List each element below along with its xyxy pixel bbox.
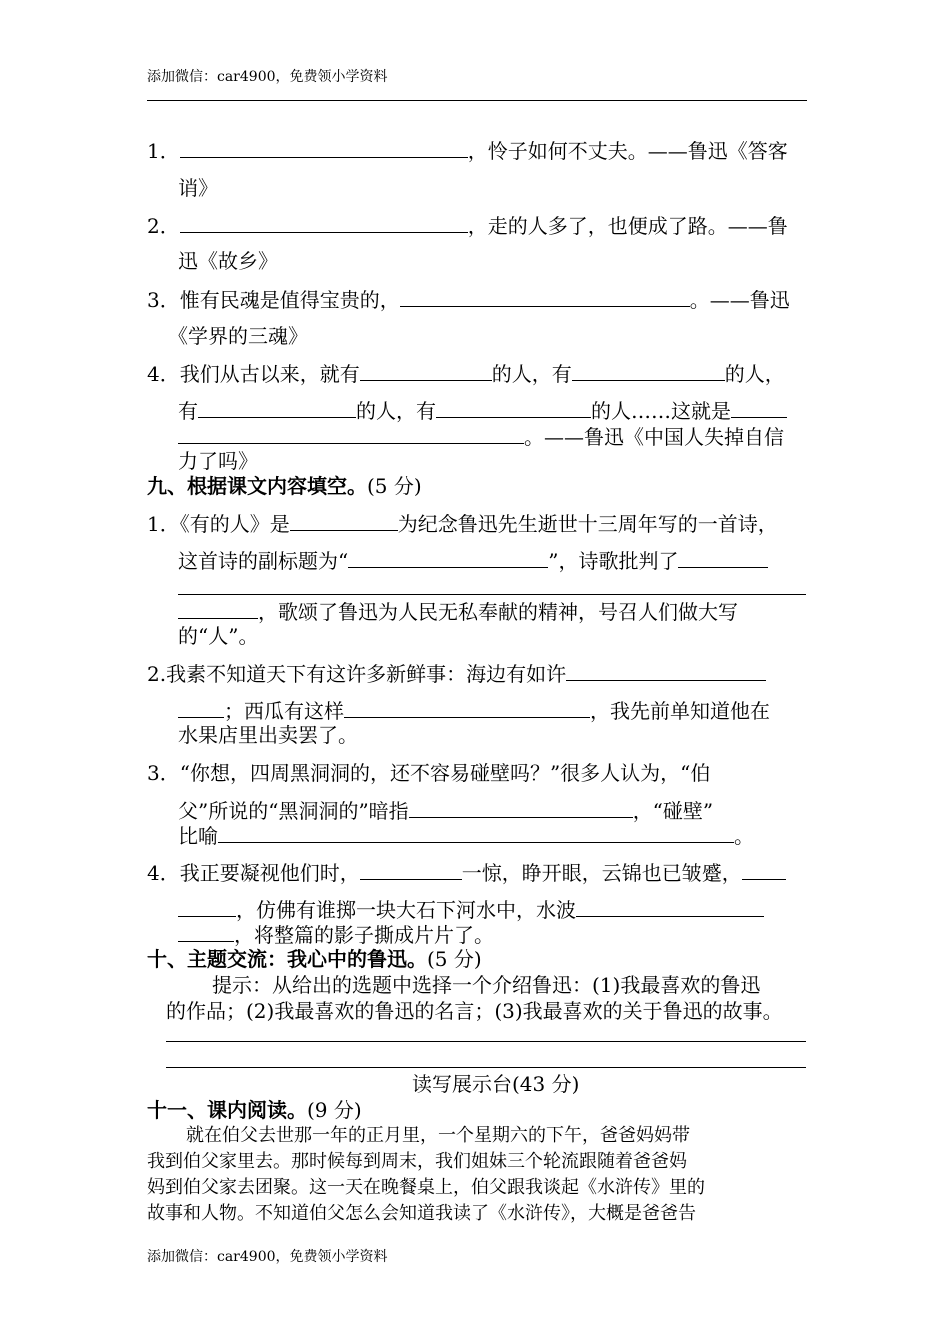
quote-4-text: 。——鲁迅《中国人失掉自信 (524, 425, 784, 449)
s9-q4-text: ，仿佛有谁掷一块大石下河水中，水波 (236, 898, 576, 922)
quote-4 (147, 360, 785, 387)
quote-4-blank-5[interactable] (731, 397, 787, 418)
quote-4-blank-3[interactable] (198, 397, 356, 418)
quote-4-blank-1[interactable] (360, 360, 492, 381)
s9-q1-blank-2[interactable] (348, 547, 548, 568)
s9-q4-blank-3-cont[interactable] (178, 921, 234, 942)
section-9-heading (147, 473, 422, 499)
section-10-heading (147, 946, 482, 972)
reading-line-1: 就在伯父去世那一年的正月里，一个星期六的下午，爸爸妈妈带 (186, 1125, 690, 1146)
quote-4-blank-2[interactable] (572, 360, 725, 381)
s9-q1-text: 《有的人》是 (179, 512, 290, 536)
s9-q2-text: 2.我素不知道天下有这许多新鲜事：海边有如许 (147, 662, 567, 686)
s9-q1-blank-1[interactable] (290, 510, 398, 531)
s9-q2-line-3: 水果店里出卖罢了。 (178, 723, 358, 747)
section-10-hint-2: 的作品；(2)我最喜欢的鲁迅的名言；(3)我最喜欢的关于鲁迅的故事。 (166, 999, 783, 1023)
section-10-hint-1: 提示：从给出的选题中选择一个介绍鲁迅：(1)我最喜欢的鲁迅 (212, 973, 761, 997)
quote-4-text: 有 (178, 399, 198, 423)
s9-q1-blank-3-line[interactable] (178, 594, 806, 595)
s9-q2-line-2 (178, 697, 770, 724)
quote-3-text-before: 惟有民魂是值得宝贵的， (179, 288, 400, 312)
s9-q4-line-1 (147, 859, 786, 886)
s9-q4-blank-2[interactable] (742, 859, 786, 880)
s9-q4-text: 我正要凝视他们时， (179, 861, 360, 885)
quote-3-cont: 《学界的三魂》 (168, 324, 308, 348)
s9-q2-blank-1-cont[interactable] (178, 697, 224, 718)
section-9-score: (5 分) (367, 474, 422, 498)
s9-q3-line-1 (147, 760, 710, 786)
s9-q4-line-2 (178, 896, 764, 923)
s9-q4-blank-3[interactable] (576, 896, 764, 917)
quote-4-text: 的人，有 (491, 362, 572, 386)
s9-q3-text: 。 (734, 824, 754, 848)
s9-q4-blank-1[interactable] (360, 859, 462, 880)
s9-q3-line-2 (178, 797, 713, 824)
section-11-heading (147, 1097, 362, 1123)
s9-q3-line-3 (178, 822, 754, 849)
s9-q4-text: 一惊，睁开眼，云锦也已皱蹙， (461, 861, 742, 885)
reading-line-3: 妈到伯父家去团聚。这一天在晚餐桌上，伯父跟我谈起《水浒传》里的 (147, 1177, 705, 1198)
quote-4-blank-4[interactable] (436, 397, 591, 418)
s9-q2-text: ；西瓜有这样 (224, 699, 344, 723)
quote-2 (147, 212, 788, 239)
quote-4-number: 4． (147, 362, 180, 386)
answer-line-1[interactable] (166, 1041, 806, 1042)
quote-4-line-2 (178, 397, 787, 424)
quote-4-text: 的人，有 (356, 399, 436, 423)
s9-q1-line-2 (178, 547, 768, 574)
s9-q1-text: 为纪念鲁迅先生逝世十三周年写的一首诗， (397, 512, 778, 536)
quote-2-text: ，走的人多了，也便成了路。——鲁 (467, 214, 788, 238)
s9-q1-blank-3[interactable] (678, 547, 768, 568)
quote-2-number: 2． (147, 214, 180, 238)
s9-q2-blank-1[interactable] (566, 660, 766, 681)
s9-q3-text: “你想，四周黑洞洞的，还不容易碰壁吗？”很多人认为，“伯 (179, 761, 711, 785)
quote-1-cont: 诮》 (178, 176, 218, 200)
quote-4-text: 我们从古以来，就有 (179, 362, 360, 386)
quote-1-number: 1． (147, 139, 180, 163)
quote-3-text-after: 。——鲁迅 (689, 288, 790, 312)
s9-q4-blank-2-cont[interactable] (178, 896, 236, 917)
s9-q3-text: 比喻 (178, 824, 218, 848)
quote-1-text: ，怜子如何不丈夫。——鲁迅《答客 (467, 139, 788, 163)
s9-q2-blank-2[interactable] (344, 697, 590, 718)
section-10-score: (5 分) (427, 947, 482, 971)
section-9-title: 九、根据课文内容填空。 (147, 474, 367, 498)
quote-3-number: 3． (147, 288, 180, 312)
quote-4-line-3 (178, 423, 784, 450)
page-header: 添加微信：car4900，免费领小学资料 (147, 69, 388, 85)
quote-4-blank-5-cont[interactable] (178, 423, 524, 444)
answer-line-2[interactable] (166, 1067, 806, 1068)
s9-q3-number: 3． (147, 761, 180, 785)
header-rule (147, 100, 807, 101)
quote-2-cont: 迅《故乡》 (178, 249, 278, 273)
s9-q3-text: 父”所说的“黑洞洞的”暗指 (178, 799, 409, 823)
page-footer: 添加微信：car4900，免费领小学资料 (147, 1249, 388, 1265)
section-10-title: 十、主题交流：我心中的鲁迅。 (147, 947, 427, 971)
s9-q2-text: ，我先前单知道他在 (590, 699, 770, 723)
section-11-title: 十一、课内阅读。 (147, 1098, 307, 1122)
reading-line-4: 故事和人物。不知道伯父怎么会知道我读了《水浒传》，大概是爸爸告 (147, 1203, 696, 1224)
part-title: 读写展示台(43 分) (412, 1072, 580, 1096)
quote-3 (147, 286, 790, 313)
s9-q1-blank-3-end[interactable] (178, 598, 258, 619)
s9-q3-blank-2[interactable] (218, 822, 734, 843)
quote-4-text: 的人……这就是 (591, 399, 731, 423)
s9-q3-blank-1[interactable] (409, 797, 633, 818)
s9-q2-line-1 (147, 660, 766, 687)
s9-q4-number: 4． (147, 861, 180, 885)
s9-q1-text: 这首诗的副标题为“ (178, 549, 349, 573)
s9-q1-line-3 (178, 598, 738, 625)
s9-q4-text: ，将整篇的影子撕成片片了。 (234, 923, 494, 947)
s9-q4-line-3 (178, 921, 494, 948)
reading-line-2: 我到伯父家里去。那时候每到周末，我们姐妹三个轮流跟随着爸爸妈 (147, 1151, 687, 1172)
quote-4-cont: 力了吗》 (178, 449, 258, 473)
quote-2-blank[interactable] (180, 212, 468, 233)
s9-q1-line-4: 的“人”。 (178, 624, 259, 648)
quote-4-text: 的人， (724, 362, 785, 386)
s9-q1-number: 1． (147, 512, 180, 536)
s9-q1-line-1 (147, 510, 778, 537)
s9-q1-text: ，歌颂了鲁迅为人民无私奉献的精神，号召人们做大写 (258, 600, 738, 624)
s9-q3-text: ，“碰壁” (632, 799, 714, 823)
section-11-score: (9 分) (307, 1098, 362, 1122)
s9-q1-text: ”，诗歌批判了 (548, 549, 679, 573)
quote-3-blank[interactable] (400, 286, 690, 307)
quote-1 (147, 137, 788, 164)
quote-1-blank[interactable] (180, 137, 468, 158)
